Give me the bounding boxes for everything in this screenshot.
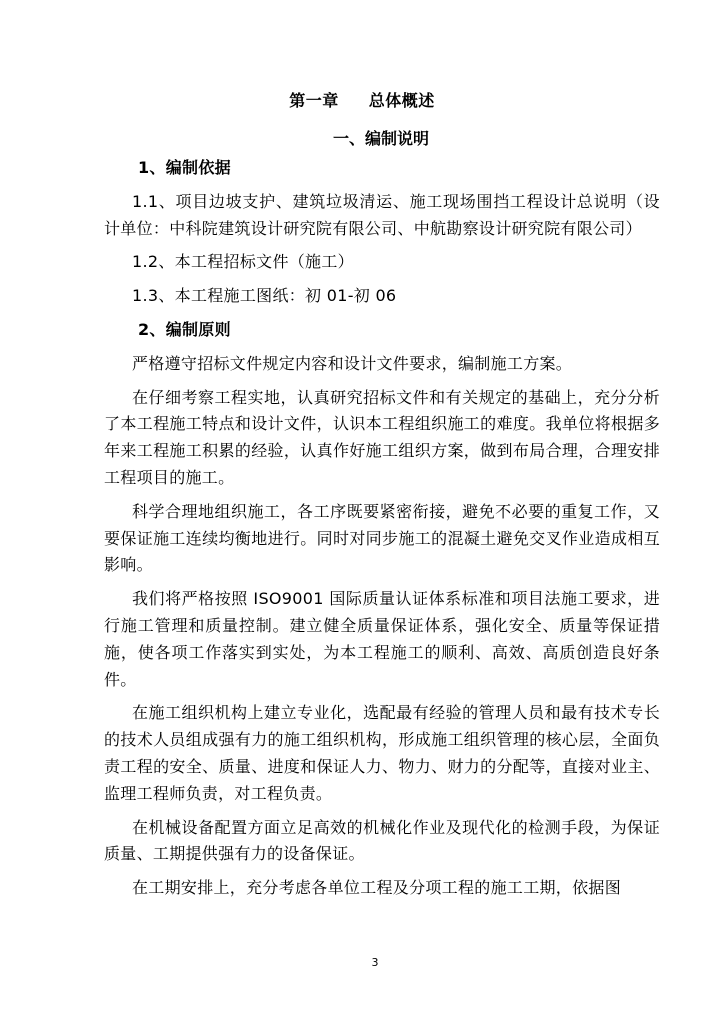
principle-paragraph: 在施工组织机构上建立专业化，选配最有经验的管理人员和最有技术专长的技术人员组成强有力的施工组织机构，形成施工组织管理的核心层，全面负责工程的安全、质量、进度和保证人力、物力、财力的分配等，直接对业主、监理工程师负责，对工程负责。: [104, 703, 660, 803]
principle-paragraph: 在仔细考察工程实地，认真研究招标文件和有关规定的基础上，充分分析了本工程施工特点和设计文件，认识本工程组织施工的难度。我单位将根据多年来工程施工积累的经验，认真作好施工组织方案，做到布局合理，合理安排工程项目的施工。: [104, 387, 660, 487]
basis-item-1-2: 1.2、本工程招标文件（施工）: [132, 252, 354, 272]
subsection-heading-basis: 1、编制依据: [138, 158, 231, 177]
section-title: 一、编制说明: [332, 129, 429, 148]
principle-paragraph: 在工期安排上，充分考虑各单位工程及分项工程的施工工期，依据图: [132, 878, 622, 898]
principle-paragraph: 在机械设备配置方面立足高效的机械化作业及现代化的检测手段，为保证质量、工期提供强有力的设备保证。: [104, 817, 660, 864]
principle-paragraph: 严格遵守招标文件规定内容和设计文件要求，编制施工方案。: [132, 353, 573, 373]
basis-item-1-1: 1.1、项目边坡支护、建筑垃圾清运、施工现场围挡工程设计总说明（设计单位：中科院建筑设计研究院有限公司、中航勘察设计研究院有限公司）: [104, 191, 660, 238]
principle-paragraph: 我们将严格按照 ISO9001 国际质量认证体系标准和项目法施工要求，进行施工管理和质量控制。建立健全质量保证体系，强化安全、质量等保证措施，使各项工作落实到实处，为本工程施工的顺利、高效、高质创造良好条件。: [104, 589, 660, 689]
basis-item-1-3: 1.3、本工程施工图纸：初 01-初 06: [132, 286, 397, 306]
chapter-title: [0, 88, 724, 111]
chapter-label: 第一章: [289, 91, 339, 110]
principle-paragraph: 科学合理地组织施工，各工序既要紧密衔接，避免不必要的重复工作，又要保证施工连续均衡地进行。同时对同步施工的混凝土避免交叉作业造成相互影响。: [104, 501, 660, 575]
page-number: 3: [371, 956, 379, 969]
subsection-heading-principles: 2、编制原则: [138, 319, 231, 339]
chapter-name: 总体概述: [368, 91, 435, 110]
document-body: [104, 155, 660, 909]
